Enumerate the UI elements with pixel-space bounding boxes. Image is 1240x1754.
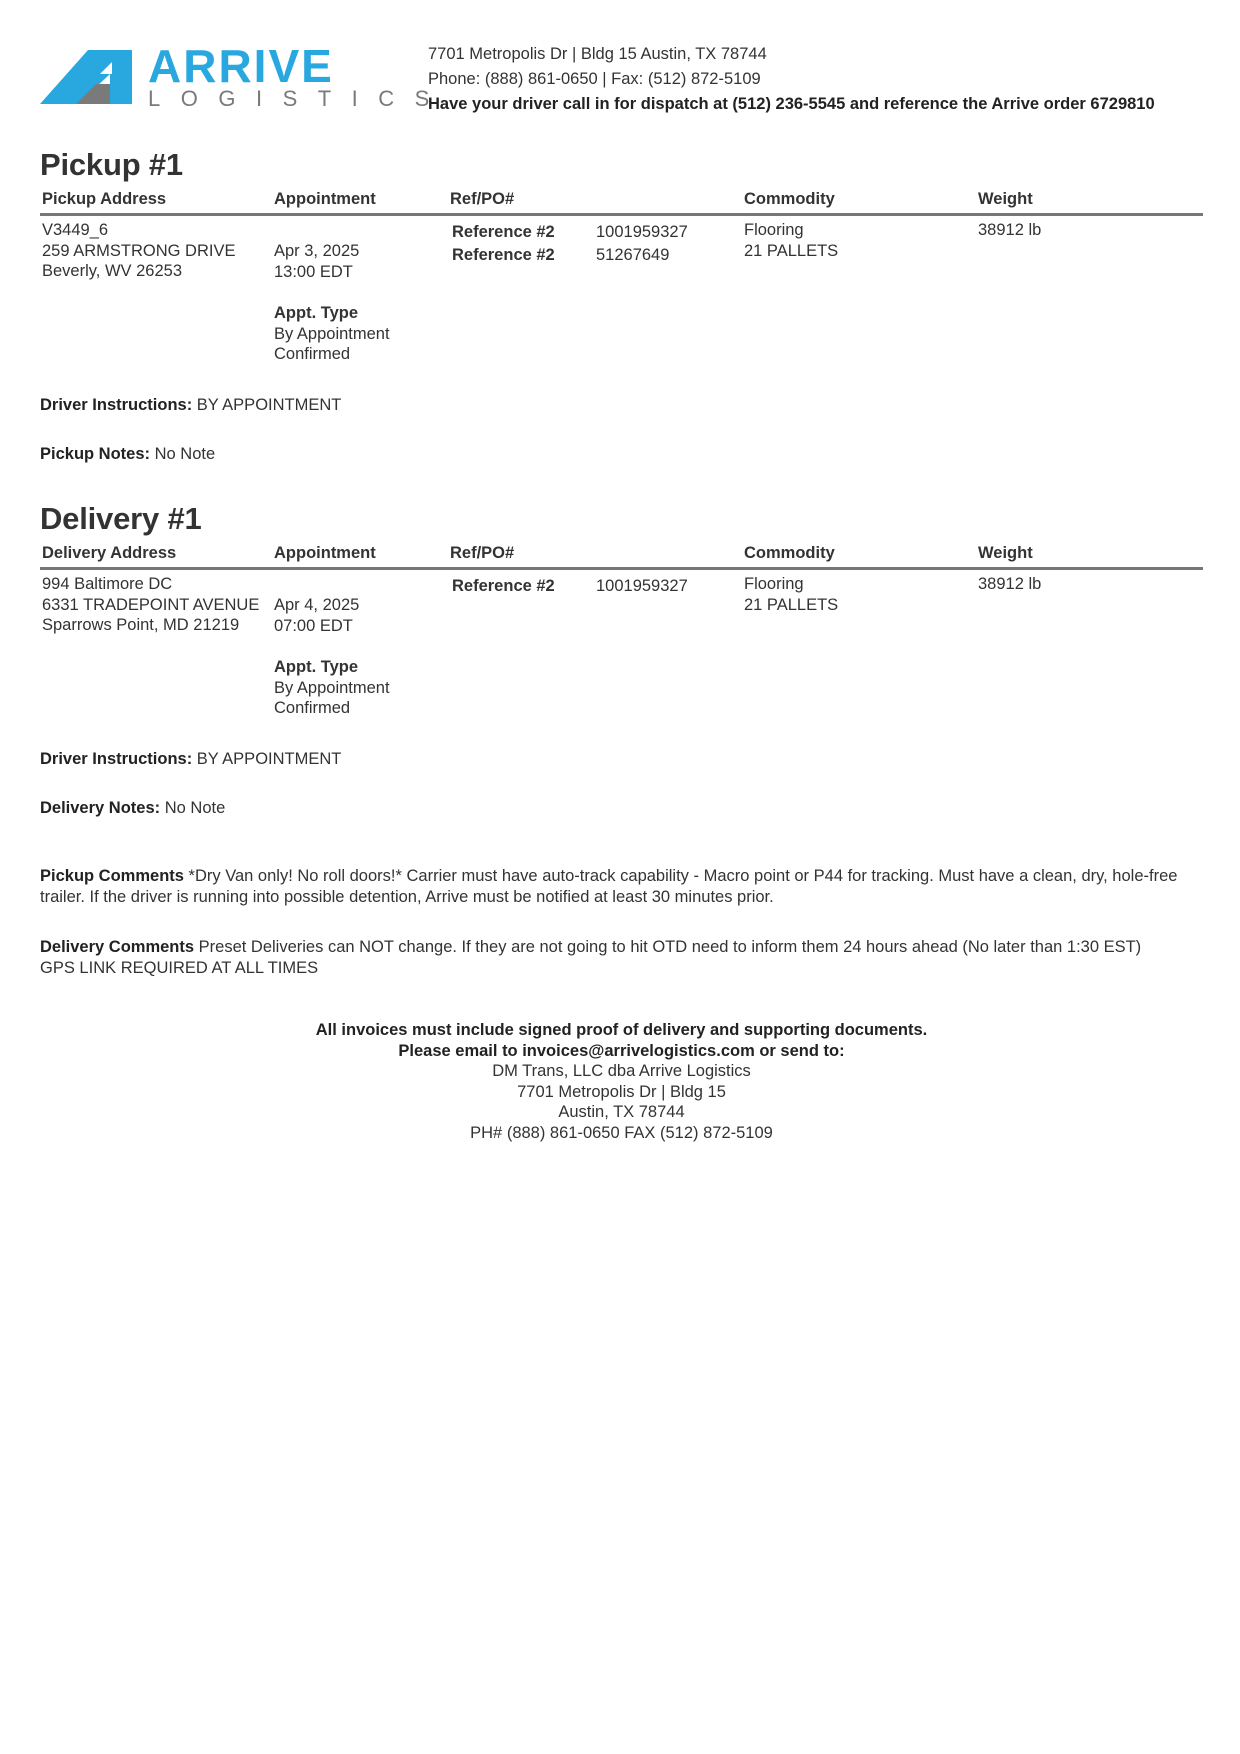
reference-label: Reference #2 [452, 246, 555, 264]
appointment-date: Apr 3, 2025 [274, 242, 360, 260]
header-commodity: Commodity [744, 190, 835, 208]
commodity-qty: 21 PALLETS [744, 241, 839, 260]
delivery-comments [40, 937, 1203, 978]
invoice-footer [40, 1020, 1203, 1143]
pickup-weight: 38912 lb [978, 221, 1042, 239]
header-delivery-address: Delivery Address [42, 544, 177, 562]
footer-address-street: 7701 Metropolis Dr | Bldg 15 [517, 1082, 726, 1101]
address-line: V3449_6 [42, 221, 109, 239]
footer-phone-fax: PH# (888) 861-0650 FAX (512) 872-5109 [470, 1123, 773, 1142]
svg-text:LOGISTICS: LOGISTICS [148, 86, 450, 111]
company-contact [428, 42, 1155, 117]
address-line: 994 Baltimore DC [42, 575, 173, 593]
driver-instructions-label: Driver Instructions: [40, 750, 193, 768]
footer-email-instructions: Please email to invoices@arrivelogistics.com or send to: [398, 1041, 845, 1060]
pickup-address [42, 220, 235, 282]
delivery-table-header [40, 543, 1203, 570]
appt-type-value: By Appointment [274, 678, 390, 697]
appt-type-value: By Appointment [274, 324, 390, 343]
delivery-appointment [274, 595, 390, 719]
reference-row [452, 575, 688, 598]
appt-status: Confirmed [274, 345, 351, 363]
company-phone: Phone: (888) 861-0650 | Fax: (512) 872-5109 [428, 70, 761, 88]
pickup-commodity [744, 220, 838, 261]
reference-label: Reference #2 [452, 577, 555, 595]
reference-value: 51267649 [596, 246, 670, 264]
table-row [40, 216, 1203, 396]
pickup-table [40, 189, 1203, 396]
driver-instructions-label: Driver Instructions: [40, 396, 193, 414]
table-row [40, 570, 1203, 750]
appointment-time: 07:00 EDT [274, 616, 353, 635]
delivery-table [40, 543, 1203, 750]
appointment-date: Apr 4, 2025 [274, 596, 360, 614]
pickup-refs [452, 221, 688, 267]
reference-value: 1001959327 [596, 577, 688, 595]
header-ref: Ref/PO# [450, 544, 515, 562]
address-line: Sparrows Point, MD 21219 [42, 616, 240, 634]
reference-row [452, 244, 688, 267]
pickup-notes [40, 445, 1203, 464]
delivery-section [40, 501, 1203, 818]
notes-label: Pickup Notes: [40, 445, 151, 463]
delivery-driver-instructions [40, 750, 1203, 769]
header-weight: Weight [978, 544, 1033, 562]
reference-row [452, 221, 688, 244]
dispatch-instructions: Have your driver call in for dispatch at (512) 236-5545 and reference the Arrive order 6729810 [428, 95, 1155, 113]
svg-text:ARRIVE: ARRIVE [148, 40, 334, 92]
delivery-commodity [744, 574, 838, 615]
notes-label: Delivery Notes: [40, 799, 161, 817]
company-address: 7701 Metropolis Dr | Bldg 15 Austin, TX 78744 [428, 45, 767, 63]
arrive-logo [40, 40, 450, 111]
commodity-qty: 21 PALLETS [744, 595, 839, 614]
appointment-time: 13:00 EDT [274, 262, 353, 281]
commodity-name: Flooring [744, 221, 804, 239]
header-appointment: Appointment [274, 190, 376, 208]
pickup-comments-label: Pickup Comments [40, 867, 184, 885]
delivery-comments-label: Delivery Comments [40, 938, 195, 956]
delivery-title: Delivery #1 [40, 501, 202, 536]
notes-value: No Note [160, 799, 226, 817]
delivery-notes [40, 799, 1203, 818]
pickup-title: Pickup #1 [40, 147, 183, 182]
driver-instructions-value: BY APPOINTMENT [192, 396, 342, 414]
address-line: Beverly, WV 26253 [42, 262, 183, 280]
footer-address-city: Austin, TX 78744 [558, 1103, 685, 1121]
address-line: 259 ARMSTRONG DRIVE [42, 241, 236, 260]
delivery-weight: 38912 lb [978, 575, 1042, 593]
footer-invoice-requirement: All invoices must include signed proof of delivery and supporting documents. [315, 1021, 928, 1039]
reference-value: 1001959327 [596, 223, 688, 241]
appt-type-label: Appt. Type [274, 658, 359, 676]
delivery-refs [452, 575, 688, 598]
appt-type-label: Appt. Type [274, 304, 359, 322]
header-ref: Ref/PO# [450, 190, 515, 208]
address-line: 6331 TRADEPOINT AVENUE [42, 595, 260, 614]
delivery-comments-text: Preset Deliveries can NOT change. If they are not going to hit OTD need to inform them 24 hours ahead (No later than 1:30 EST) [194, 938, 1142, 956]
header-appointment: Appointment [274, 544, 376, 562]
driver-instructions-value: BY APPOINTMENT [192, 750, 342, 768]
notes-value: No Note [150, 445, 216, 463]
header-commodity: Commodity [744, 544, 835, 562]
document-header [40, 40, 1203, 115]
commodity-name: Flooring [744, 575, 804, 593]
pickup-driver-instructions [40, 396, 1203, 415]
delivery-comments-gps: GPS LINK REQUIRED AT ALL TIMES [40, 958, 319, 977]
reference-label: Reference #2 [452, 223, 555, 241]
pickup-section [40, 147, 1203, 464]
delivery-address [42, 574, 259, 636]
header-weight: Weight [978, 190, 1033, 208]
pickup-comments [40, 866, 1203, 907]
pickup-appointment [274, 241, 390, 365]
pickup-table-header [40, 189, 1203, 216]
rate-confirmation-page [40, 40, 1203, 1143]
footer-company-name: DM Trans, LLC dba Arrive Logistics [492, 1062, 751, 1080]
header-pickup-address: Pickup Address [42, 190, 167, 208]
pickup-comments-text: *Dry Van only! No roll doors!* Carrier must have auto-track capability - Macro point or P44 for tracking. Must have a clean, dry, hole-free trailer. If the driver is running into possible detention, Arrive must be notified at least 30 minutes prior. [40, 867, 1178, 906]
appt-status: Confirmed [274, 699, 351, 717]
